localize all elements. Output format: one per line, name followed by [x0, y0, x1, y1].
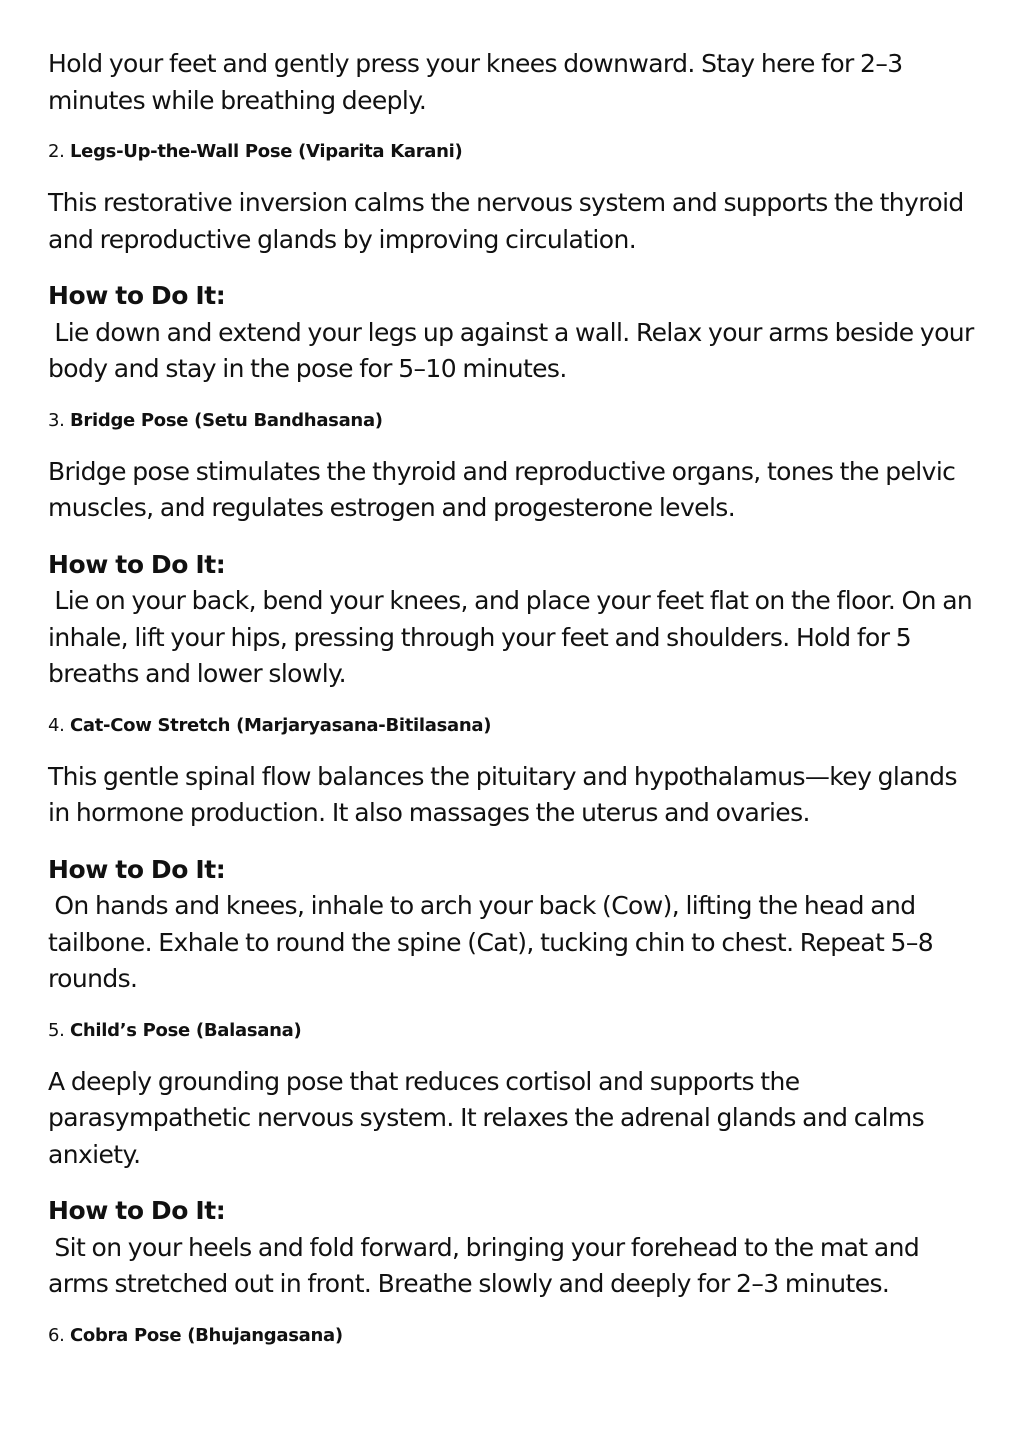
howto-text: Lie down and extend your legs up against a wall. Relax your arms beside your body and stay in the pose for 5–10 minutes. — [48, 317, 981, 383]
pose-title: Cobra Pose (Bhujangasana) — [70, 1324, 343, 1346]
pose-number: 4. — [48, 714, 65, 736]
howto-label: How to Do It: — [48, 854, 226, 884]
pose-description: This restorative inversion calms the nervous system and supports the thyroid and reproductive glands by improving circulation. — [48, 188, 964, 254]
pose-heading — [48, 1324, 976, 1348]
pose-number: 5. — [48, 1019, 65, 1041]
pose-section-cat-cow — [48, 714, 976, 998]
pose-title: Bridge Pose (Setu Bandhasana) — [70, 409, 383, 431]
intro-paragraph: Hold your feet and gently press your knees downward. Stay here for 2–3 minutes while breathing deeply. — [48, 49, 903, 115]
pose-section-legs-up-the-wall — [48, 140, 981, 388]
pose-section-bridge — [48, 409, 979, 693]
pose-title: Child’s Pose (Balasana) — [70, 1019, 302, 1041]
howto-text: Sit on your heels and fold forward, bringing your forehead to the mat and arms stretched out in front. Breathe slowly and deeply for 2–3 minutes. — [48, 1232, 926, 1298]
pose-number: 3. — [48, 409, 65, 431]
pose-description: This gentle spinal flow balances the pituitary and hypothalamus—key glands in hormone production. It also massages the uterus and ovaries. — [48, 761, 957, 827]
pose-heading — [48, 409, 976, 433]
pose-instructions — [48, 1193, 976, 1303]
pose-instructions — [48, 278, 981, 388]
pose-instructions — [48, 547, 979, 693]
pose-heading — [48, 714, 976, 738]
document-page — [48, 46, 981, 1348]
pose-description: A deeply grounding pose that reduces cortisol and supports the parasympathetic nervous system. It relaxes the adrenal glands and calms anxiety. — [48, 1066, 925, 1169]
pose-number: 2. — [48, 141, 65, 162]
pose-number: 6. — [48, 1324, 65, 1346]
howto-label: How to Do It: — [48, 281, 226, 310]
pose-section-childs-pose — [48, 1019, 976, 1303]
pose-instructions — [48, 852, 976, 998]
pose-heading — [48, 1019, 976, 1043]
howto-label: How to Do It: — [48, 549, 226, 579]
pose-title: Legs-Up-the-Wall Pose (Viparita Karani) — [70, 141, 463, 162]
pose-section-cobra — [48, 1324, 976, 1348]
pose-title: Cat-Cow Stretch (Marjaryasana-Bitilasana) — [70, 714, 492, 736]
howto-label: How to Do It: — [48, 1196, 226, 1225]
pose-description: Bridge pose stimulates the thyroid and reproductive organs, tones the pelvic muscles, and regulates estrogen and progesterone levels. — [48, 456, 956, 522]
howto-text: Lie on your back, bend your knees, and place your feet flat on the floor. On an inhale, lift your hips, pressing through your feet and shoulders. Hold for 5 breaths and lower slowly. — [48, 586, 979, 688]
pose-heading — [48, 140, 976, 164]
howto-text: On hands and knees, inhale to arch your back (Cow), lifting the head and tailbone. Exhale to round the spine (Cat), tucking chin to chest. Repeat 5–8 rounds. — [48, 891, 940, 993]
